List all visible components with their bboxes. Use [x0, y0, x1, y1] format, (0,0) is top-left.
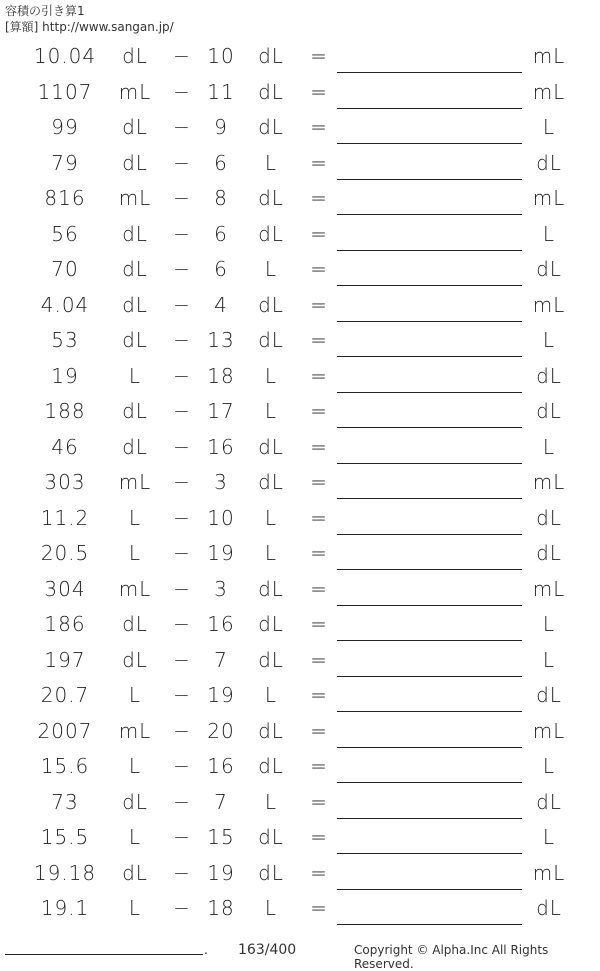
answer-unit: mL	[532, 576, 566, 601]
minus-sign: −	[173, 79, 191, 104]
minus-sign: −	[173, 470, 191, 494]
second-operand: 18	[207, 363, 235, 388]
first-unit: dL	[122, 434, 148, 459]
answer-unit: L	[542, 221, 556, 246]
problem-row	[0, 287, 600, 323]
first-unit: dL	[122, 115, 148, 139]
first-operand: 11.2	[40, 505, 90, 530]
second-unit: dL	[258, 825, 284, 849]
first-operand: 188	[44, 399, 86, 423]
equals-sign: =	[310, 505, 328, 530]
first-unit: mL	[118, 718, 152, 743]
problem-row	[0, 322, 600, 358]
answer-unit: mL	[532, 470, 566, 494]
worksheet-title: 容積の引き算1	[5, 4, 85, 18]
problem-row	[0, 429, 600, 465]
answer-unit: L	[542, 647, 556, 672]
worksheet-header	[5, 3, 174, 35]
second-unit: dL	[258, 718, 284, 743]
first-operand: 10.04	[33, 44, 97, 68]
first-unit: dL	[122, 647, 148, 672]
first-operand: 79	[51, 150, 79, 175]
first-unit: dL	[122, 257, 148, 281]
problem-row	[0, 677, 600, 713]
second-unit: dL	[258, 754, 284, 778]
answer-unit: mL	[532, 718, 566, 743]
first-operand: 15.5	[40, 825, 90, 849]
answer-unit: dL	[536, 541, 562, 565]
minus-sign: −	[173, 576, 191, 601]
problem-row	[0, 890, 600, 926]
first-unit: L	[128, 825, 142, 849]
first-operand: 19	[51, 363, 79, 388]
problem-row	[0, 606, 600, 642]
equals-sign: =	[310, 115, 328, 139]
first-operand: 2007	[37, 718, 93, 743]
second-unit: L	[264, 683, 278, 707]
problem-row	[0, 713, 600, 749]
second-unit: dL	[258, 79, 284, 104]
second-unit: L	[264, 541, 278, 565]
second-operand: 8	[214, 186, 228, 210]
first-unit: dL	[122, 44, 148, 68]
minus-sign: −	[173, 257, 191, 281]
first-operand: 197	[44, 647, 86, 672]
problem-row	[0, 74, 600, 110]
second-operand: 15	[207, 825, 235, 849]
first-unit: L	[128, 683, 142, 707]
problem-row	[0, 358, 600, 394]
first-unit: mL	[118, 470, 152, 494]
first-operand: 15.6	[40, 754, 90, 778]
equals-sign: =	[310, 612, 328, 636]
answer-unit: L	[542, 115, 556, 139]
first-operand: 99	[51, 115, 79, 139]
minus-sign: −	[173, 150, 191, 175]
equals-sign: =	[310, 647, 328, 672]
minus-sign: −	[173, 505, 191, 530]
second-unit: dL	[258, 186, 284, 210]
equals-sign: =	[310, 399, 328, 423]
second-operand: 17	[207, 399, 235, 423]
answer-unit: dL	[536, 896, 562, 920]
second-operand: 9	[214, 115, 228, 139]
answer-unit: dL	[536, 363, 562, 388]
equals-sign: =	[310, 150, 328, 175]
second-unit: L	[264, 257, 278, 281]
problem-row	[0, 464, 600, 500]
minus-sign: −	[173, 115, 191, 139]
second-unit: dL	[258, 221, 284, 246]
second-unit: dL	[258, 612, 284, 636]
minus-sign: −	[173, 754, 191, 778]
second-unit: dL	[258, 576, 284, 601]
first-unit: dL	[122, 860, 148, 885]
second-unit: dL	[258, 44, 284, 68]
problem-row	[0, 145, 600, 181]
first-unit: mL	[118, 79, 152, 104]
equals-sign: =	[310, 896, 328, 920]
answer-blank[interactable]	[337, 924, 522, 925]
first-operand: 4.04	[40, 292, 90, 317]
minus-sign: −	[173, 363, 191, 388]
problem-row	[0, 109, 600, 145]
footer-dot: .	[204, 943, 208, 957]
problem-row	[0, 180, 600, 216]
first-unit: dL	[122, 789, 148, 814]
second-operand: 6	[214, 221, 228, 246]
problem-row	[0, 500, 600, 536]
second-unit: L	[264, 896, 278, 920]
second-unit: dL	[258, 434, 284, 459]
first-unit: mL	[118, 186, 152, 210]
minus-sign: −	[173, 186, 191, 210]
second-unit: dL	[258, 647, 284, 672]
problem-row	[0, 784, 600, 820]
first-operand: 20.7	[40, 683, 90, 707]
first-unit: dL	[122, 612, 148, 636]
equals-sign: =	[310, 541, 328, 565]
first-operand: 304	[44, 576, 86, 601]
answer-unit: L	[542, 328, 556, 352]
second-operand: 19	[207, 860, 235, 885]
second-operand: 16	[207, 434, 235, 459]
equals-sign: =	[310, 44, 328, 68]
second-operand: 3	[214, 576, 228, 601]
minus-sign: −	[173, 683, 191, 707]
answer-unit: mL	[532, 860, 566, 885]
answer-unit: mL	[532, 44, 566, 68]
equals-sign: =	[310, 576, 328, 601]
first-operand: 19.1	[40, 896, 90, 920]
equals-sign: =	[310, 79, 328, 104]
answer-unit: L	[542, 612, 556, 636]
second-operand: 7	[214, 789, 228, 814]
minus-sign: −	[173, 292, 191, 317]
first-unit: L	[128, 896, 142, 920]
answer-unit: dL	[536, 150, 562, 175]
minus-sign: −	[173, 647, 191, 672]
minus-sign: −	[173, 718, 191, 743]
second-unit: L	[264, 363, 278, 388]
second-operand: 13	[207, 328, 235, 352]
first-operand: 303	[44, 470, 86, 494]
minus-sign: −	[173, 896, 191, 920]
second-unit: L	[264, 505, 278, 530]
equals-sign: =	[310, 434, 328, 459]
first-unit: dL	[122, 399, 148, 423]
answer-unit: dL	[536, 399, 562, 423]
answer-unit: dL	[536, 505, 562, 530]
answer-unit: dL	[536, 683, 562, 707]
second-unit: dL	[258, 860, 284, 885]
second-operand: 6	[214, 150, 228, 175]
first-operand: 186	[44, 612, 86, 636]
equals-sign: =	[310, 257, 328, 281]
minus-sign: −	[173, 399, 191, 423]
source-url: [算額] http://www.sangan.jp/	[5, 20, 174, 34]
first-operand: 56	[51, 221, 79, 246]
equals-sign: =	[310, 718, 328, 743]
problem-row	[0, 855, 600, 891]
equals-sign: =	[310, 186, 328, 210]
minus-sign: −	[173, 612, 191, 636]
minus-sign: −	[173, 434, 191, 459]
first-unit: L	[128, 363, 142, 388]
second-operand: 16	[207, 612, 235, 636]
name-line[interactable]	[5, 954, 203, 955]
second-operand: 18	[207, 896, 235, 920]
equals-sign: =	[310, 292, 328, 317]
minus-sign: −	[173, 328, 191, 352]
first-unit: dL	[122, 328, 148, 352]
answer-unit: mL	[532, 186, 566, 210]
second-unit: dL	[258, 115, 284, 139]
minus-sign: −	[173, 44, 191, 68]
equals-sign: =	[310, 470, 328, 494]
first-unit: dL	[122, 150, 148, 175]
problem-list	[0, 38, 600, 926]
first-operand: 19.18	[33, 860, 97, 885]
second-unit: dL	[258, 328, 284, 352]
second-operand: 10	[207, 505, 235, 530]
second-unit: dL	[258, 470, 284, 494]
second-operand: 19	[207, 683, 235, 707]
second-unit: L	[264, 789, 278, 814]
footer	[0, 930, 600, 971]
first-operand: 73	[51, 789, 79, 814]
first-operand: 20.5	[40, 541, 90, 565]
second-operand: 4	[214, 292, 228, 317]
second-operand: 10	[207, 44, 235, 68]
second-unit: dL	[258, 292, 284, 317]
minus-sign: −	[173, 541, 191, 565]
answer-unit: dL	[536, 789, 562, 814]
first-unit: L	[128, 505, 142, 530]
equals-sign: =	[310, 363, 328, 388]
problem-row	[0, 819, 600, 855]
second-operand: 16	[207, 754, 235, 778]
equals-sign: =	[310, 754, 328, 778]
minus-sign: −	[173, 221, 191, 246]
equals-sign: =	[310, 221, 328, 246]
copyright: Copyright © Alpha.Inc All Rights Reserved.	[354, 943, 549, 971]
minus-sign: −	[173, 860, 191, 885]
problem-row	[0, 535, 600, 571]
first-unit: L	[128, 541, 142, 565]
second-operand: 19	[207, 541, 235, 565]
answer-unit: L	[542, 434, 556, 459]
first-operand: 53	[51, 328, 79, 352]
second-operand: 7	[214, 647, 228, 672]
second-operand: 11	[207, 79, 235, 104]
first-unit: dL	[122, 292, 148, 317]
answer-unit: mL	[532, 79, 566, 104]
second-unit: L	[264, 150, 278, 175]
problem-row	[0, 216, 600, 252]
equals-sign: =	[310, 683, 328, 707]
first-operand: 70	[51, 257, 79, 281]
problem-row	[0, 571, 600, 607]
first-unit: L	[128, 754, 142, 778]
first-operand: 816	[44, 186, 86, 210]
minus-sign: −	[173, 825, 191, 849]
second-operand: 3	[214, 470, 228, 494]
equals-sign: =	[310, 789, 328, 814]
problem-row	[0, 38, 600, 74]
problem-row	[0, 251, 600, 287]
second-operand: 20	[207, 718, 235, 743]
equals-sign: =	[310, 860, 328, 885]
answer-unit: L	[542, 754, 556, 778]
minus-sign: −	[173, 789, 191, 814]
first-operand: 46	[51, 434, 79, 459]
problem-row	[0, 748, 600, 784]
first-unit: dL	[122, 221, 148, 246]
problem-row	[0, 393, 600, 429]
second-unit: L	[264, 399, 278, 423]
page-number: 163/400	[238, 942, 297, 958]
equals-sign: =	[310, 328, 328, 352]
answer-unit: dL	[536, 257, 562, 281]
first-operand: 1107	[37, 79, 93, 104]
second-operand: 6	[214, 257, 228, 281]
equals-sign: =	[310, 825, 328, 849]
problem-row	[0, 642, 600, 678]
answer-unit: L	[542, 825, 556, 849]
first-unit: mL	[118, 576, 152, 601]
answer-unit: mL	[532, 292, 566, 317]
